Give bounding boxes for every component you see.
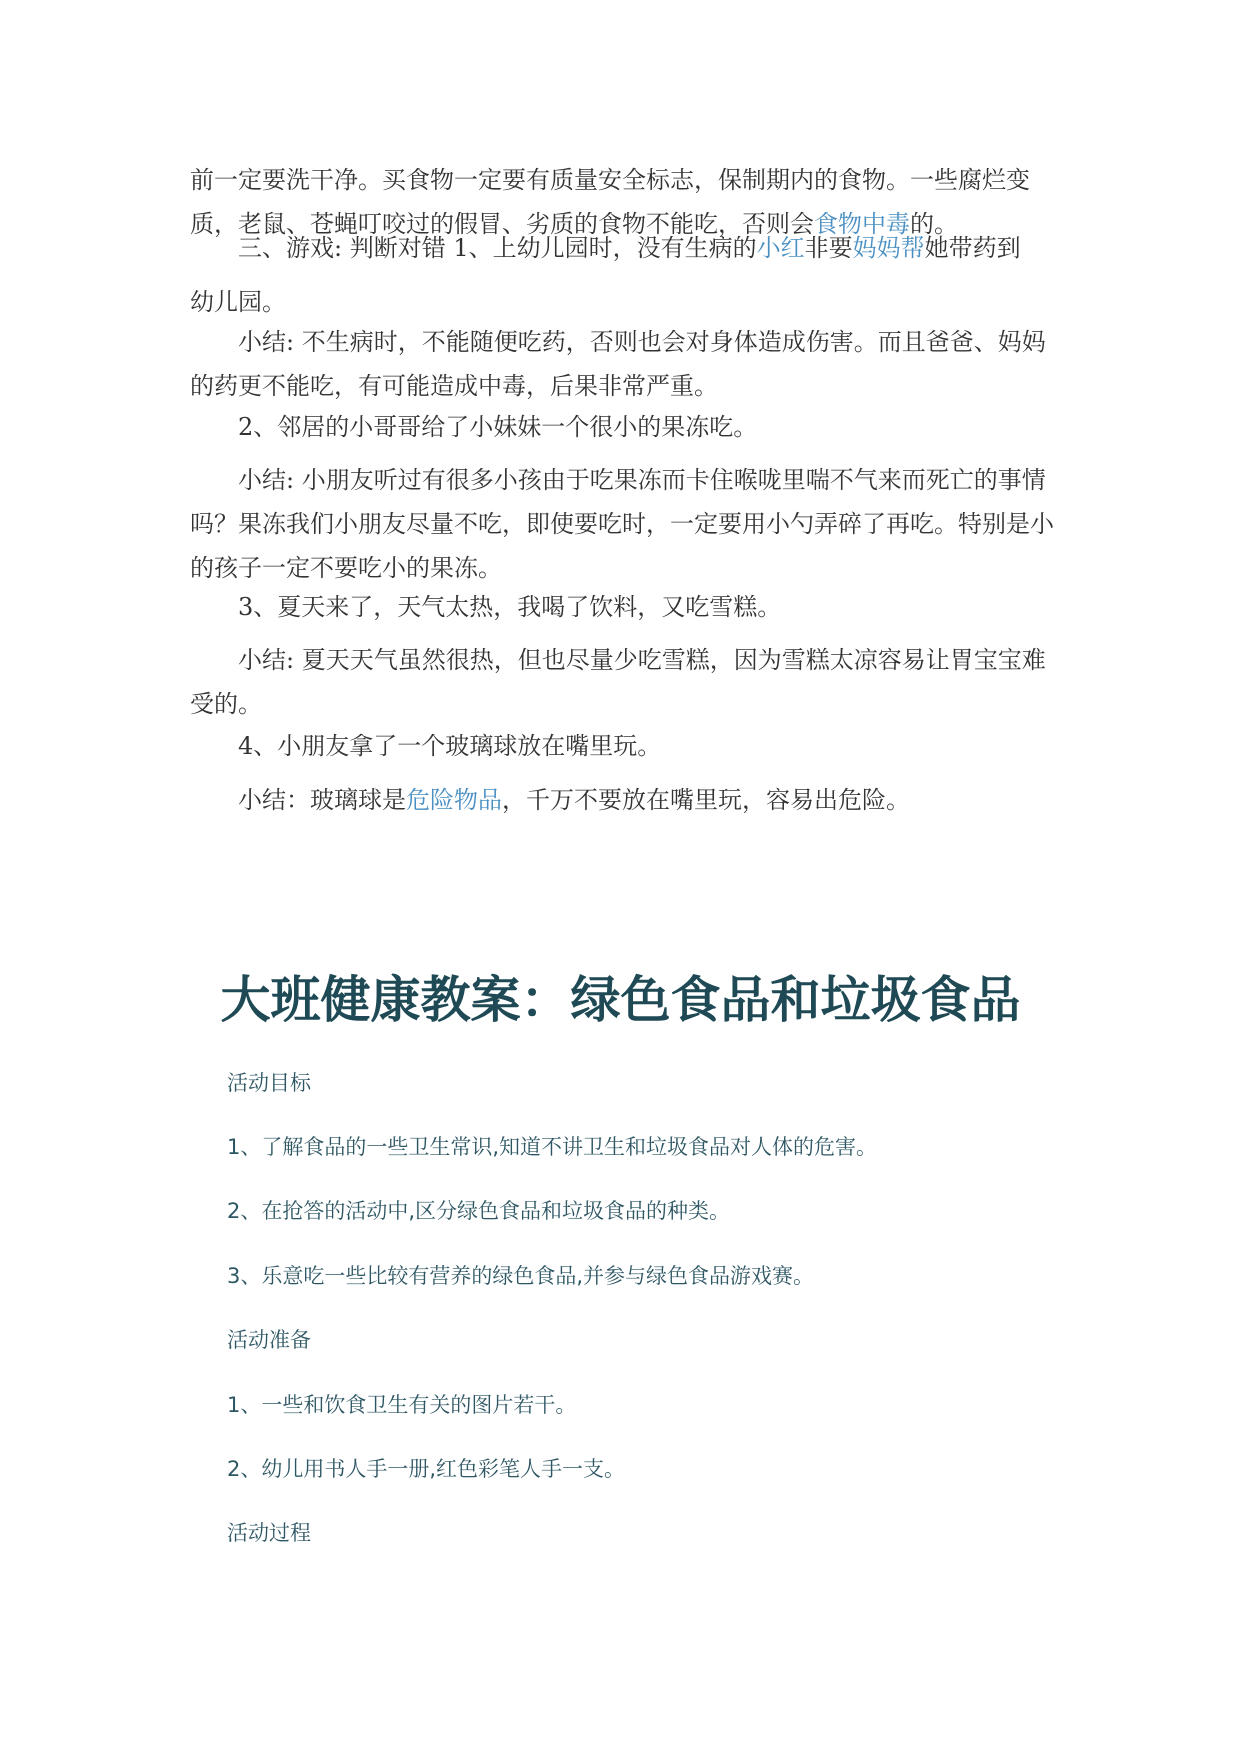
para2-text-b: 非要 (804, 234, 853, 262)
link-mama[interactable]: 妈妈帮 (852, 234, 925, 262)
para7-text: 小结: 夏天天气虽然很热，但也尽量少吃雪糕，因为雪糕太凉容易让胃宝宝难受的。 (190, 646, 1046, 718)
para2-text-a: 三、游戏: 判断对错 1、上幼儿园时，没有生病的 (238, 234, 757, 262)
prep-heading: 活动准备 (227, 1328, 311, 1352)
link-xiaohong[interactable]: 小红 (756, 234, 805, 262)
body-para-3 (190, 320, 1060, 408)
link-danger[interactable]: 危险物品 (406, 786, 502, 814)
para1-text-a: 前一定要洗干净。买食物一定要有质量安全标志，保制期内的食物。一些腐烂变质，老鼠、苍蝇叮咬过的假冒、劣质的食物不能吃，否则会 (190, 166, 1030, 238)
para9-text-a: 小结：玻璃球是 (238, 786, 406, 814)
goal-item-2: 2、在抢答的活动中,区分绿色食品和垃圾食品的种类。 (227, 1199, 731, 1223)
link-food-poisoning[interactable]: 食物中毒 (814, 210, 910, 238)
para8-text: 4、小朋友拿了一个玻璃球放在嘴里玩。 (238, 732, 662, 760)
para2-text-c: 她带药到 (924, 234, 1021, 262)
body-para-7 (190, 638, 1060, 726)
para4-text: 2、邻居的小哥哥给了小妹妹一个很小的果冻吃。 (238, 413, 758, 441)
para6-text: 3、夏天来了，天气太热，我喝了饮料，又吃雪糕。 (238, 593, 782, 621)
body-para-5 (190, 458, 1060, 590)
body-para-2 (190, 226, 1060, 270)
para1-text-b: 的。 (910, 210, 958, 238)
goal-item-1: 1、了解食品的一些卫生常识,知道不讲卫生和垃圾食品对人体的危害。 (227, 1135, 878, 1159)
body-para-8 (190, 724, 1060, 768)
para9-text-b: ，千万不要放在嘴里玩，容易出危险。 (502, 786, 910, 814)
body-para-9 (190, 778, 1060, 822)
prep-item-2: 2、幼儿用书人手一册,红色彩笔人手一支。 (227, 1457, 626, 1481)
page-title: 大班健康教案：绿色食品和垃圾食品 (220, 971, 1021, 1029)
goal-item-3: 3、乐意吃一些比较有营养的绿色食品,并参与绿色食品游戏赛。 (227, 1264, 815, 1288)
body-para-2b (190, 280, 1060, 324)
body-para-4 (190, 405, 1060, 449)
body-para-6 (190, 585, 1060, 629)
para2b-text: 幼儿园。 (190, 288, 286, 316)
para3-text: 小结: 不生病时，不能随便吃药，否则也会对身体造成伤害。而且爸爸、妈妈的药更不能吃，有可能造成中毒，后果非常严重。 (190, 328, 1046, 400)
goal-heading: 活动目标 (227, 1071, 311, 1095)
prep-item-1: 1、一些和饮食卫生有关的图片若干。 (227, 1393, 577, 1417)
process-heading: 活动过程 (227, 1521, 311, 1545)
para5-text: 小结: 小朋友听过有很多小孩由于吃果冻而卡住喉咙里喘不气来而死亡的事情吗？果冻我们小朋友尽量不吃，即使要吃时，一定要用小勺弄碎了再吃。特别是小的孩子一定不要吃小的果冻。 (190, 466, 1054, 582)
